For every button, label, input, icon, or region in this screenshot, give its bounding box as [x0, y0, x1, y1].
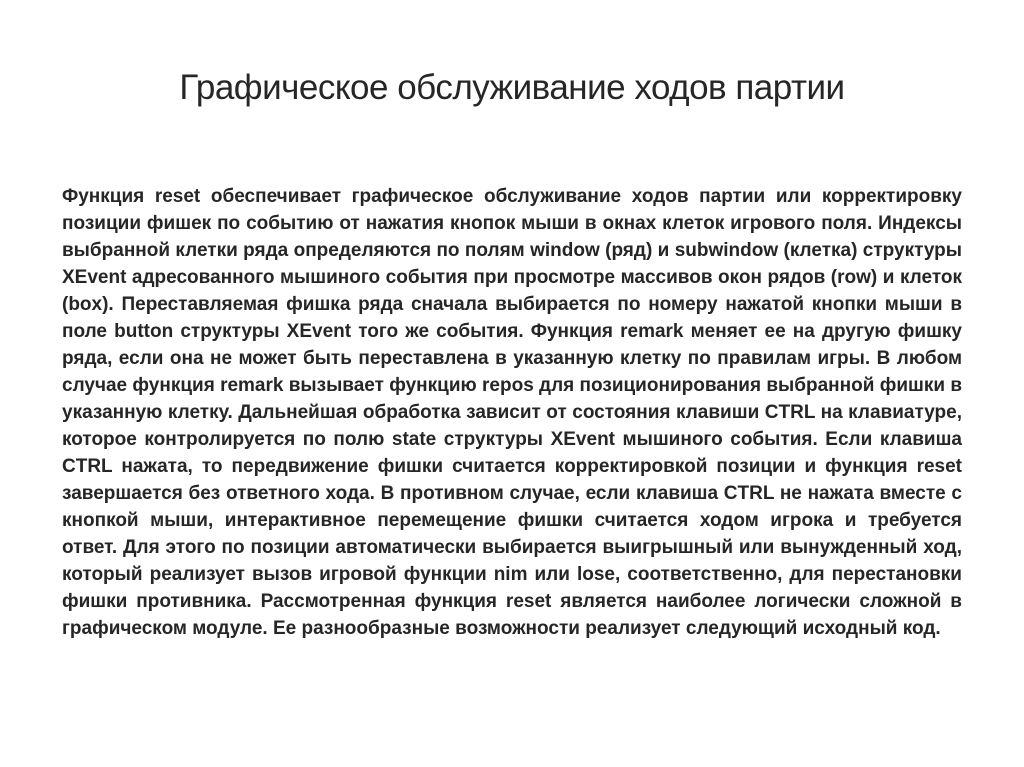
body-paragraph: Функция reset обеспечивает графическое обслуживание ходов партии или корректировку позиции фишек по событию от нажатия кнопок мыши в окнах клеток игрового поля. Индексы выбранной клетки ряда определяются по полям window (ряд) и subwindow (клетка) структуры XEvent адресованного мышиного события при просмотре массивов окон рядов (row) и клеток (box). Переставляемая фишка ряда сначала выбирается по номеру нажатой кнопки мыши в поле button структуры XEvent того же события. Функция remark меняет ее на другую фишку ряда, если она не может быть переставлена в указанную клетку по правилам игры. В любом случае функция remark вызывает функцию repos для позиционирования выбранной фишки в указанную клетку. Дальнейшая обработка зависит от состояния клавиши CTRL на клавиатуре, которое контролируется по полю state структуры XEvent мышиного события. Если клавиша CTRL нажата, то передвижение фишки считается корректировкой позиции и функция reset завершается без ответного хода. В противном случае, если клавиша CTRL не нажата вместе с кнопкой мыши, интерактивное перемещение фишки считается ходом игрока и требуется ответ. Для этого по позиции автоматически выбирается выигрышный или вынужденный ход, который реализует вызов игровой функции nim или lose, соответственно, для перестановки фишки противника. Рассмотренная функция reset является наиболее логически сложной в графическом модуле. Ее разнообразные возможности реализует следующий исходный код. [62, 186, 962, 639]
page-title: Графическое обслуживание ходов партии [179, 68, 845, 107]
